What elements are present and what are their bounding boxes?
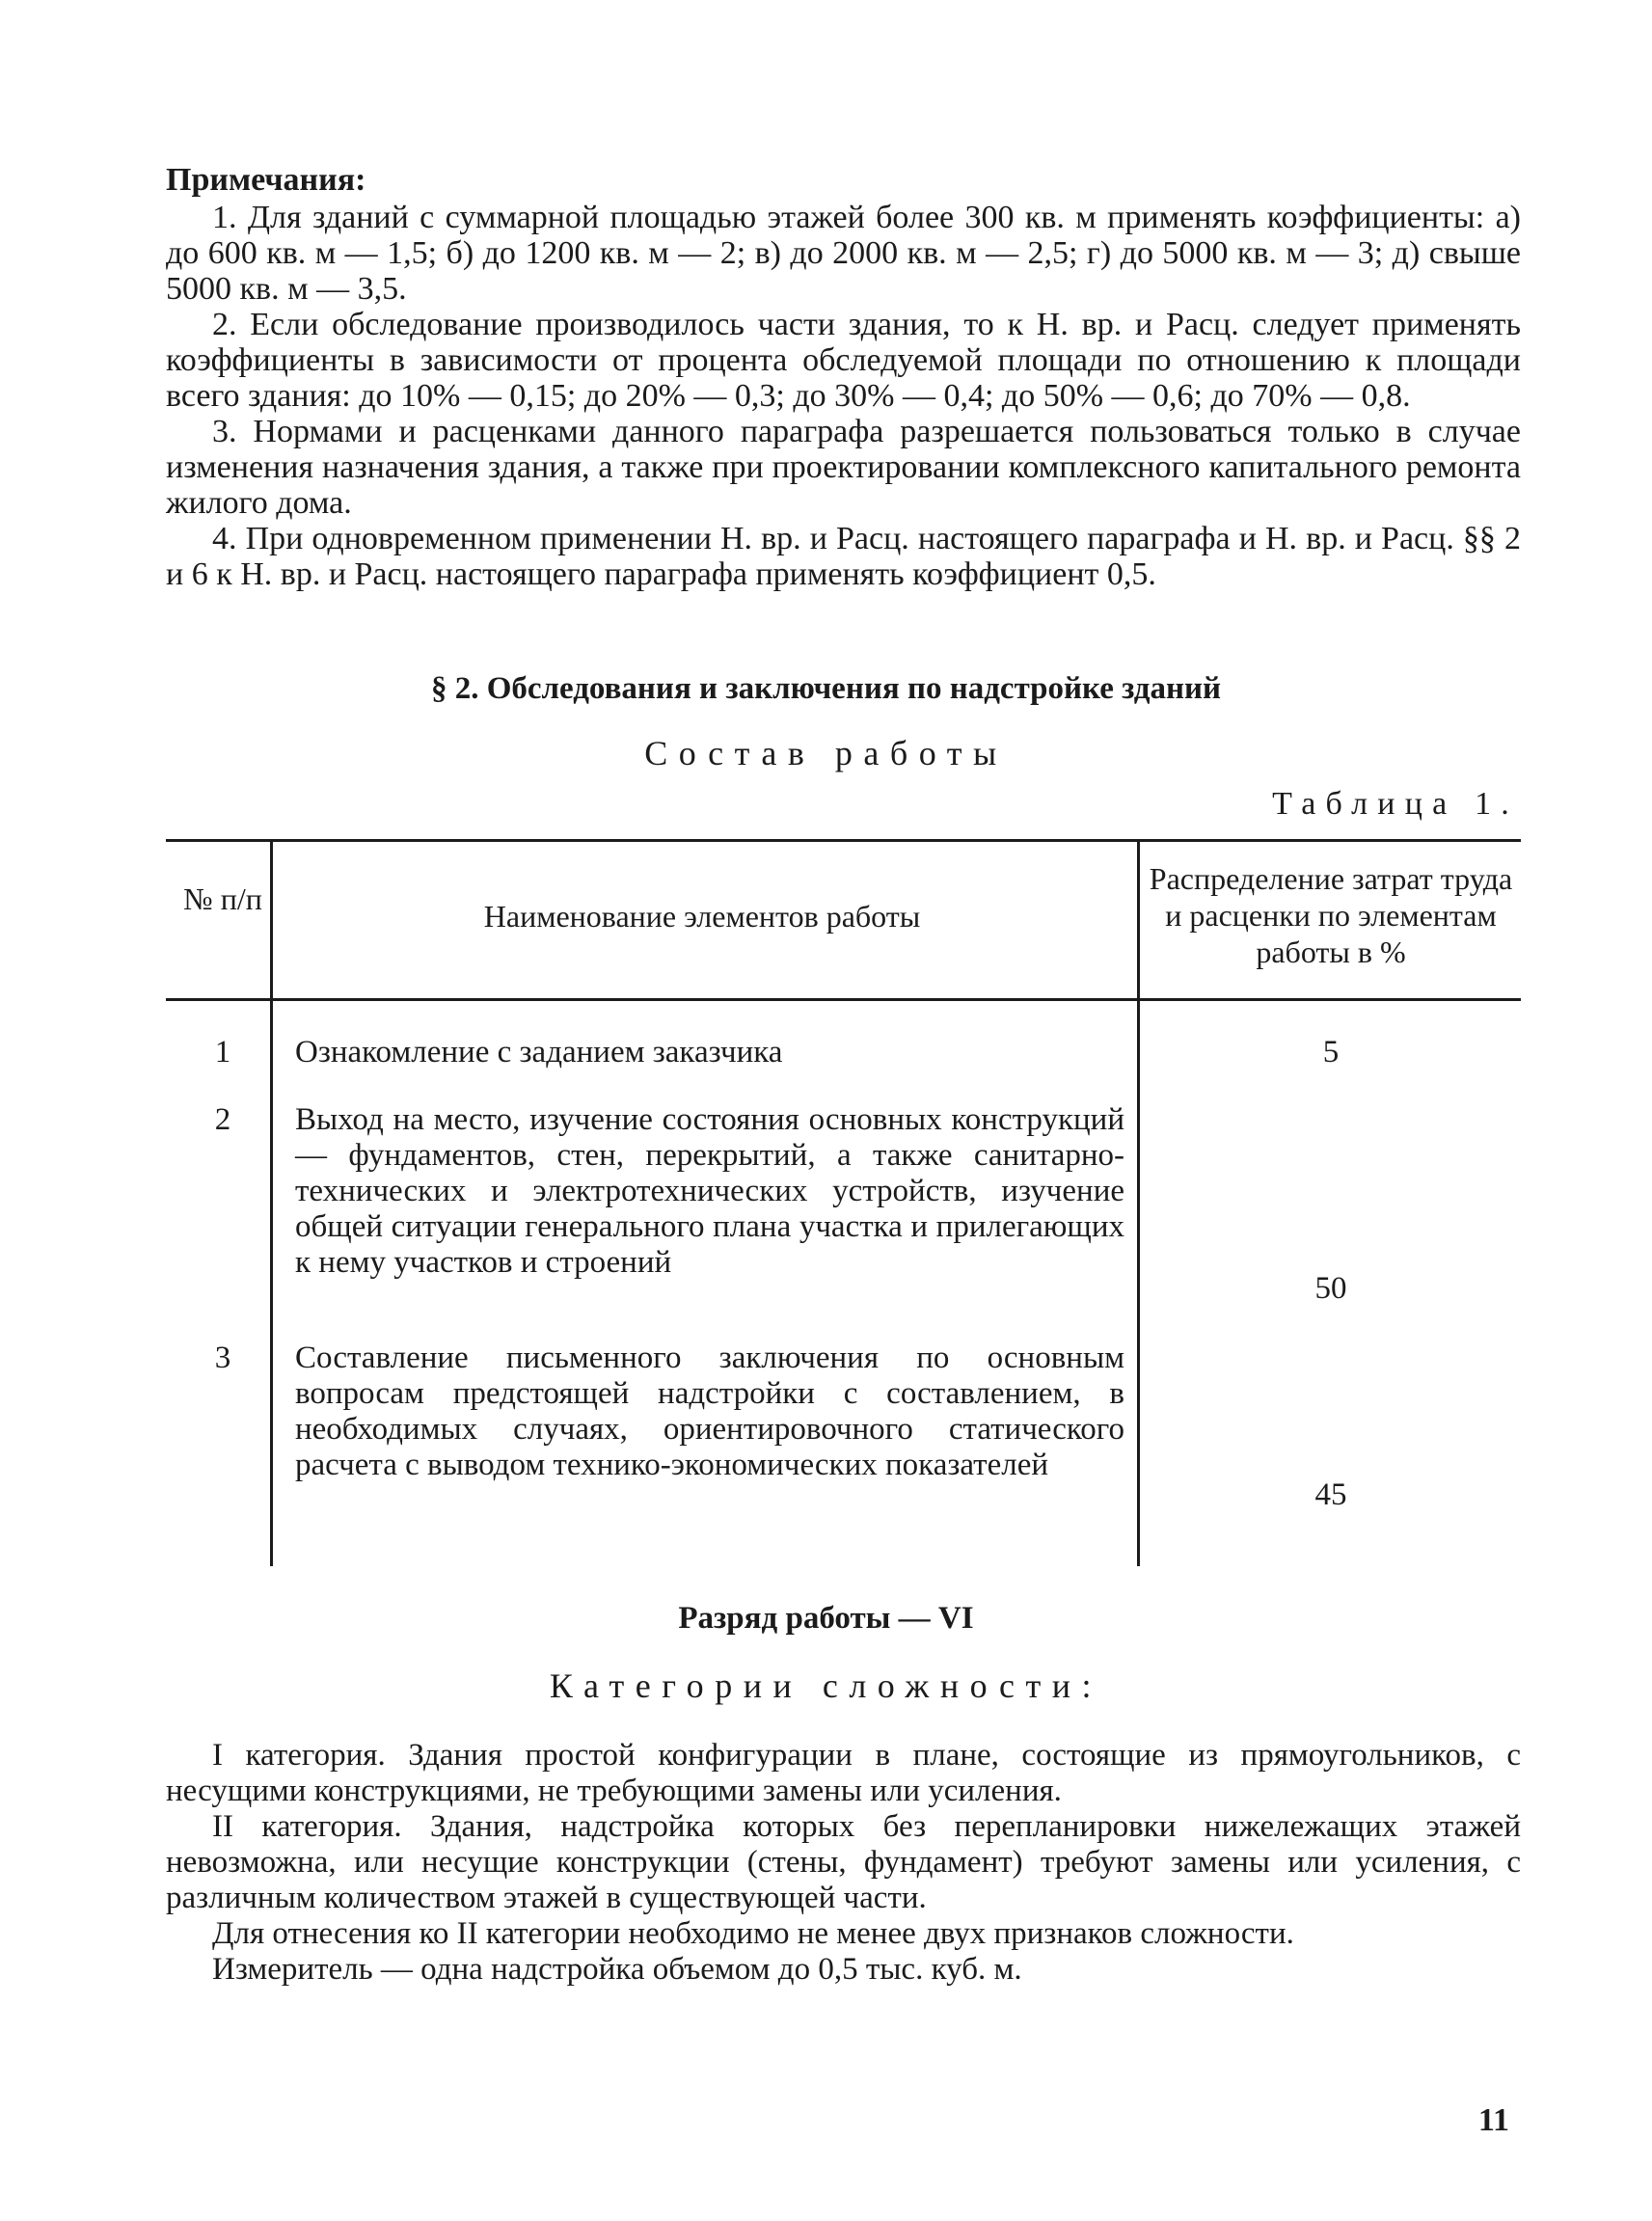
table-column-divider [270, 1001, 273, 1566]
page-number: 11 [1477, 2102, 1509, 2138]
row-value: 45 [1314, 1477, 1347, 1512]
notes-block [166, 162, 1521, 592]
composition-heading: Состав работы [644, 734, 1008, 772]
row-value: 50 [1314, 1271, 1347, 1306]
categories-block [166, 1738, 1521, 1988]
row-name: Выход на место, изучение состояния основных конструкций — фундаментов, стен, перекрытий, а также санитарно-технических и электротехнических устройств, изучение общей ситуации генерального плана участка и прилегающих к нему участков и строений [295, 1102, 1124, 1280]
section-title: § 2. Обследования и заключения по надстройке зданий [430, 671, 1222, 706]
row-name: Ознакомление с заданием заказчика [295, 1035, 783, 1070]
category-item: Измеритель — одна надстройка объемом до 0,5 тыс. куб. м. [212, 1952, 1022, 1987]
note-item: 4. При одновременном применении Н. вр. и Расц. настоящего параграфа и Н. вр. и Расц. §§ 2 и 6 к Н. вр. и Расц. настоящего параграфа применять коэффициент 0,5. [166, 521, 1521, 592]
table-header-rule [166, 998, 1521, 1001]
table-column-divider [1137, 841, 1140, 998]
header-distribution: Распределение затрат труда и расценки по элементам работы в % [1149, 861, 1513, 969]
table-column-divider [1137, 1001, 1140, 1566]
row-number: 1 [214, 1035, 231, 1070]
row-name: Составление письменного заключения по основным вопросам предстоящей надстройки с составлением, в необходимых случаях, ориентировочного статического расчета с выводом технико-экономических показателей [295, 1341, 1124, 1482]
categories-title: Категории сложности: [549, 1666, 1103, 1705]
header-number: № п/п [183, 881, 262, 916]
notes-title: Примечания: [166, 162, 366, 198]
row-number: 2 [214, 1102, 231, 1137]
note-item: 1. Для зданий с суммарной площадью этажей более 300 кв. м применять коэффициенты: а) до 600 кв. м — 1,5; б) до 1200 кв. м — 2; в) до 2000 кв. м — 2,5; г) до 5000 кв. м — 3; д) свыше 5000 кв. м — 3,5. [166, 200, 1521, 307]
table-label: Таблица 1. [1272, 786, 1519, 822]
category-item: Для отнесения ко II категории необходимо не менее двух признаков сложности. [212, 1916, 1294, 1951]
table-top-rule [166, 839, 1521, 842]
row-value: 5 [1322, 1035, 1340, 1070]
work-grade: Разряд работы — VI [678, 1601, 974, 1636]
row-number: 3 [214, 1341, 231, 1375]
note-item: 2. Если обследование производилось части здания, то к Н. вр. и Расц. следует применять коэффициенты в зависимости от процента обследуемой площади по отношению к площади всего здания: до 10% — 0,15; до 20% — 0,3; до 30% — 0,4; до 50% — 0,6; до 70% — 0,8. [166, 307, 1521, 414]
header-name: Наименование элементов работы [483, 899, 921, 934]
note-item: 3. Нормами и расценками данного параграфа разрешается пользоваться только в случае изменения назначения здания, а также при проектировании комплексного капитального ремонта жилого дома. [166, 414, 1521, 521]
category-item: I категория. Здания простой конфигурации в плане, состоящие из прямоугольников, с несущими конструкциями, не требующими замены или усиления. [166, 1738, 1521, 1808]
category-item: II категория. Здания, надстройка которых без перепланировки нижележащих этажей невозможна, или несущие конструкции (стены, фундамент) требуют замены или усиления, с различным количеством этажей в существующей части. [166, 1809, 1521, 1915]
